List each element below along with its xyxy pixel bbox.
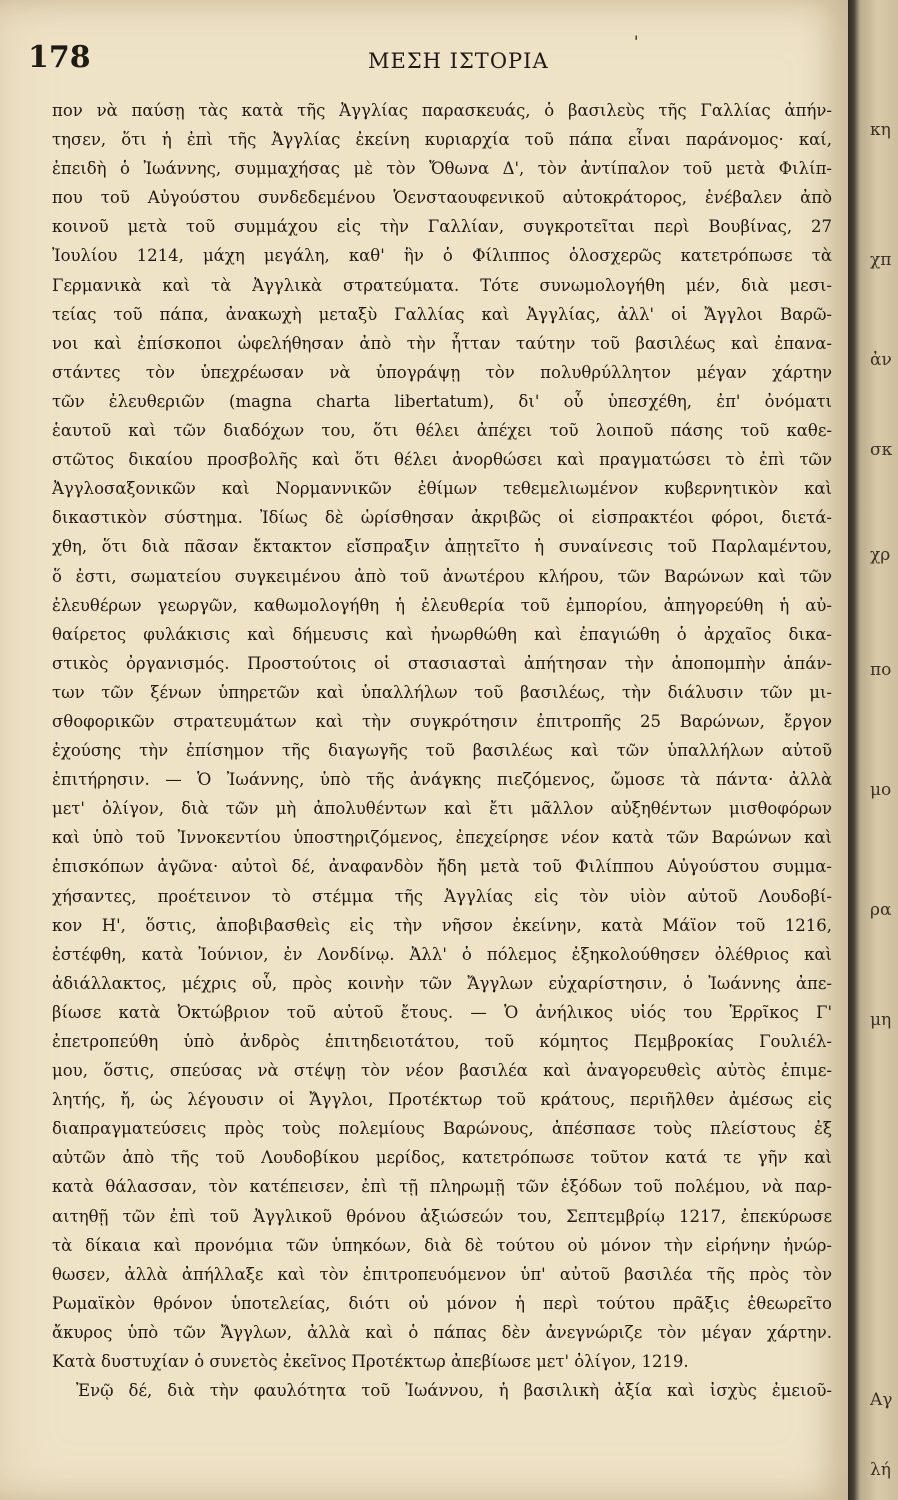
margin-fragment: ἀν — [870, 350, 892, 370]
header-mark: ' — [634, 32, 639, 51]
text-line: βίωσε κατὰ Ὀκτώβριον τοῦ αὐτοῦ ἔτους. — Ὁ ἀνήλικος υἱός του Ἑρρῖκος Γ' — [52, 1002, 832, 1022]
body-text — [52, 96, 832, 1405]
text-line: κον Η', ὅστις, ἀποβιβασθεὶς εἰς τὴν νῆσον ἐκείνην, κατὰ Μάϊον τοῦ 1216, — [52, 915, 832, 935]
text-line: Ἰουλίου 1214, μάχη μεγάλη, καθ' ἣν ὁ Φίλιππος ὁλοσχερῶς κατετρόπωσε τὰ — [52, 246, 832, 266]
text-line: Γερμανικὰ καὶ τὰ Ἀγγλικὰ στρατεύματα. Τότε συνωμολογήθη μέν, διὰ μεσι- — [52, 275, 832, 295]
text-line: ἐπιτήρησιν. — Ὁ Ἰωάννης, ὑπὸ τῆς ἀνάγκης πιεζόμενος, ὤμοσε τὰ πάντα· ἀλλὰ — [52, 770, 832, 790]
text-line: ἐστέφθη, κατὰ Ἰούνιον, ἐν Λονδίνῳ. Ἀλλ' ὁ πόλεμος ἐξηκολούθησεν ὀλέθριος καὶ — [52, 944, 832, 964]
text-line: καὶ ὑπὸ τοῦ Ἰννοκεντίου ὑποστηριζόμενος, ἐπεχείρησε νέον κατὰ τῶν Βαρώνων καὶ — [52, 828, 832, 848]
text-line: κατὰ θάλασσαν, τὸν κατέπεισεν, ἐπὶ τῇ πληρωμῇ τῶν ἐξόδων τοῦ πολέμου, νὰ παρ- — [52, 1177, 832, 1197]
text-line: ἐπειδὴ ὁ Ἰωάννης, συμμαχήσας μὲ τὸν Ὄθωνα Δ', τὸν ἀντίπαλον τοῦ μετὰ Φιλίπ- — [52, 159, 832, 179]
text-line: στάντες τὸν ὑπεχρέωσαν νὰ ὑπογράψῃ τὸν πολυθρύλλητον μέγαν χάρτην — [52, 362, 832, 382]
text-line: Κατὰ δυστυχίαν ὁ συνετὸς ἐκεῖνος Προτέκτωρ ἀπεβίωσε μετ' ὀλίγον, 1219. — [52, 1352, 689, 1372]
text-line: ἀδιάλλακτος, μέχρις οὗ, πρὸς κοινὴν τῶν Ἄγγλων εὐχαρίστησιν, ὁ Ἰωάννης ἀπε- — [52, 973, 832, 993]
text-line: τείας τοῦ πάπα, ἀνακωχὴ μεταξὺ Γαλλίας καὶ Ἀγγλίας, ἀλλ' οἱ Ἄγγλοι Βαρῶ- — [52, 304, 832, 324]
page-number: 178 — [28, 40, 91, 75]
text-line: θωσεν, ἀλλὰ ἀπήλλαξε καὶ τὸν ἐπιτροπευόμενον ὑπ' αὐτοῦ βασιλέα τῆς πρὸς τὸν — [52, 1264, 832, 1284]
margin-fragment: Αγ — [870, 1390, 893, 1410]
margin-fragment: μο — [870, 780, 892, 800]
text-line: μετ' ὀλίγον, διὰ τῶν μὴ ἀπολυθέντων καὶ ἔτι μᾶλλον αὐξηθέντων μισθοφόρων — [52, 799, 832, 819]
text-line: που τοῦ Αὐγούστου συνδεδεμένου Ὁενσταουφενικοῦ αὐτοκράτορος, ἐνέβαλεν ἀπὸ — [52, 188, 832, 208]
margin-fragment: χρ — [870, 545, 891, 565]
text-line: Ρωμαϊκὸν θρόνον ὑποτελείας, διότι οὐ μόνον ἡ περὶ τούτου πρᾶξις ἐθεωρεῖτο — [52, 1293, 832, 1313]
text-line: ἐχούσης τὴν ἐπίσημον τῆς διαγωγῆς τοῦ βασιλέως καὶ τῶν ὑπαλλήλων αὐτοῦ — [52, 741, 832, 761]
text-line: ἐπετροπεύθη ὑπὸ ἀνδρὸς ἐπιτηδειοτάτου, τοῦ κόμητος Πεμβροκίας Γουλιέλ- — [52, 1032, 832, 1051]
text-line: ὅ ἐστι, σωματείου συγκειμένου ἀπὸ τοῦ ἀνωτέρου κλήρου, τῶν Βαρώνων καὶ τῶν — [52, 566, 832, 586]
text-line: τὰ δίκαια καὶ προνόμια τῶν ὑπηκόων, διὰ δὲ τούτου οὐ μόνον τὴν εἰρήνην ἠνώρ- — [52, 1235, 832, 1255]
page-header — [28, 32, 828, 80]
text-line: ἄκυρος ὑπὸ τῶν Ἄγγλων, ἀλλὰ καὶ ὁ πάπας δὲν ἀνεγνώριζε τὸν μέγαν χάρτην. — [52, 1322, 832, 1342]
text-line: μου, ὅστις, σπεύσας νὰ στέψῃ τὸν νέον βασιλέα καὶ ἀναγορευθεὶς αὐτὸς ἐπιμε- — [52, 1061, 832, 1081]
text-line: τῶν ἐλευθεριῶν (magna charta libertatum), δι' οὗ ὑπεσχέθη, ἐπ' ὀνόματι — [52, 391, 832, 411]
margin-fragment: ρα — [870, 900, 892, 920]
running-head: ΜΕΣΗ ΙΣΤΟΡΙΑ — [368, 49, 549, 73]
margin-fragment: πο — [870, 660, 892, 680]
text-line: διαπραγματεύσεις πρὸς τοὺς πολεμίους Βαρώνους, ἀπέσπασε τοὺς πλείστους ἐξ — [52, 1119, 832, 1139]
text-line: των τῶν ξένων ὑπηρετῶν καὶ ὑπαλλήλων τοῦ βασιλέως, τὴν διάλυσιν τῶν μι- — [52, 682, 832, 702]
text-line: αὐτῶν ἀπὸ τῆς τοῦ Λουδοβίκου μερίδος, κατετρόπωσε τοῦτον κατά τε γῆν καὶ — [52, 1148, 832, 1168]
text-line: στῶτος δικαίου προσβολῆς καὶ ὅτι θέλει ἀνορθώσει καὶ πραγματώσει τὸ ἐπὶ τῶν — [52, 450, 832, 470]
text-line: λητής, ἤ, ὡς λέγουσιν οἱ Ἄγγλοι, Προτέκτωρ τοῦ κράτους, περιῆλθεν ἀμέσως εἰς — [52, 1090, 832, 1110]
text-line: Ἐνῷ δέ, διὰ τὴν φαυλότητα τοῦ Ἰωάννου, ἡ βασιλικὴ ἀξία καὶ ἰσχὺς ἐμειοῦ- — [76, 1381, 832, 1401]
text-line: χθη, ὅτι διὰ πᾶσαν ἔκτακτον εἴσπραξιν ἀπῃτεῖτο ἡ συναίνεσις τοῦ Παρλαμέντου, — [52, 537, 832, 557]
text-line: θαίρετος φυλάκισις καὶ δήμευσις καὶ ἠνωρθώθη καὶ ἐπαγιώθη ὁ ἀρχαῖος δικα- — [52, 624, 832, 644]
text-line: ἐπισκόπων ἀγῶνα· αὐτοὶ δέ, ἀναφανδὸν ἤδη μετὰ τοῦ Φιλίππου Αὐγούστου συμμα- — [52, 857, 832, 877]
text-line: στικὸς ὀργανισμός. Προστούτοις οἱ στασιασταὶ ἀπήτησαν τὴν ἀποπομπὴν ἁπάν- — [52, 653, 832, 673]
margin-fragment: σκ — [870, 440, 893, 460]
text-line: σθοφορικῶν στρατευμάτων καὶ τὴν συγκρότησιν ἐπιτροπῆς 25 Βαρώνων, ἔργον — [52, 711, 832, 731]
text-line: πον νὰ παύσῃ τὰς κατὰ τῆς Ἀγγλίας παρασκευάς, ὁ βασιλεὺς τῆς Γαλλίας ἀπήν- — [52, 101, 832, 120]
text-line: χήσαντες, προέτεινον τὸ στέμμα τῆς Ἀγγλίας εἰς τὸν υἱὸν αὐτοῦ Λουδοβί- — [52, 886, 832, 906]
text-line: αιτηθῇ τῶν ἐπὶ τοῦ Ἀγγλικοῦ θρόνου ἀξιώσεών του, Σεπτεμβρίῳ 1217, ἐπεκύρωσε — [52, 1206, 832, 1226]
text-line: ἑαυτοῦ καὶ τῶν διαδόχων του, ὅτι θέλει ἀπέχει τοῦ λοιποῦ πάσης τοῦ καθε- — [52, 421, 832, 441]
text-line: Ἀγγλοσαξονικῶν καὶ Νορμαννικῶν ἐθίμων τεθεμελιωμένον κυβερνητικὸν καὶ — [52, 479, 832, 499]
text-line: ἐλευθέρων γεωργῶν, καθωμολογήθη ἡ ἐλευθερία τοῦ ἐμπορίου, ἀπηγορεύθη ἡ αὐ- — [52, 595, 832, 615]
margin-fragment: χπ — [870, 250, 892, 270]
text-line: κοινοῦ μετὰ τοῦ συμμάχου εἰς τὴν Γαλλίαν, συγκροτεῖται περὶ Βουβίνας, 27 — [52, 217, 832, 237]
margin-fragment: κη — [870, 120, 891, 140]
margin-fragment: λή — [870, 1460, 891, 1480]
text-line: δικαστικὸν σύστημα. Ἰδίως δὲ ὡρίσθησαν ἀκριβῶς οἱ εἰσπρακτέοι φόροι, διετά- — [52, 508, 832, 528]
adjacent-page-edge — [848, 0, 898, 1500]
margin-fragment: μη — [870, 1010, 892, 1030]
text-line: νοι καὶ ἐπίσκοποι ὠφελήθησαν ἀπὸ τὴν ἧτταν ταύτην τοῦ βασιλέως καὶ ἐπανα- — [52, 333, 832, 353]
text-line: τησεν, ὅτι ἡ ἐπὶ τῆς Ἀγγλίας ἐκείνη κυριαρχία τοῦ πάπα εἶναι παράνομος· καί, — [52, 130, 832, 150]
